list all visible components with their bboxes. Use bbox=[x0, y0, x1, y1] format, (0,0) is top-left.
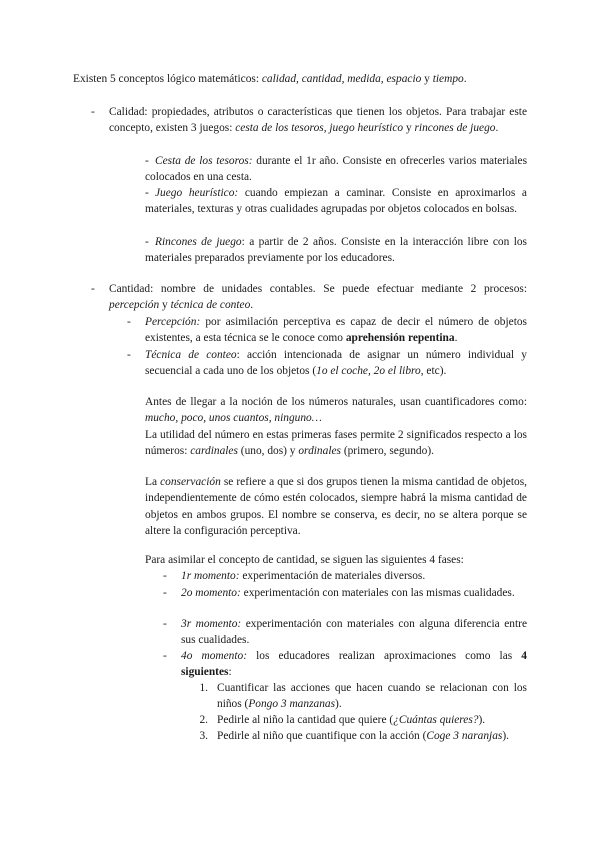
calidad-item-heuristico bbox=[145, 185, 527, 218]
conteo-bullet: - bbox=[127, 349, 131, 361]
antes-text: Antes de llegar a la noción de los números naturales, usan cuantificadores como: bbox=[145, 396, 527, 408]
cantidad-paragraph bbox=[109, 281, 527, 314]
rincones-text: : a partir de 2 años. Consiste en la interacción libre con los materiales preparados previamente por los educadores. bbox=[145, 236, 527, 265]
fase-4-end: : bbox=[228, 666, 232, 679]
cantidad-bullet: - bbox=[91, 283, 95, 295]
fase-1-term: 1r momento: bbox=[181, 570, 240, 582]
calidad-item-bullet: - bbox=[145, 236, 149, 248]
heuristico-term: Juego heurístico: bbox=[155, 187, 239, 199]
fase-4-text: los educadores realizan aproximaciones como las bbox=[247, 650, 522, 662]
conteo-example: 1o el coche, 2o el libro bbox=[316, 365, 421, 378]
fase-3-text: experimentación con materiales con alguna diferencia entre sus cualidades. bbox=[181, 618, 527, 647]
calidad-games: cesta de los tesoros, juego heurístico bbox=[235, 122, 404, 135]
sub-3-example: Coge 3 naranjas bbox=[426, 730, 503, 742]
fase-4 bbox=[181, 648, 527, 681]
fase-bullet: - bbox=[163, 570, 167, 582]
utilidad-ord-ex: (primero, segundo). bbox=[340, 445, 434, 458]
antes-paragraph bbox=[145, 394, 527, 427]
cantidad-proc2: técnica de conteo bbox=[170, 299, 251, 312]
cantidad-proc1: percepción bbox=[109, 299, 160, 312]
utilidad-card-ex: (uno, dos) y bbox=[237, 445, 299, 458]
sub-item-2 bbox=[217, 712, 527, 728]
calidad-and: y bbox=[403, 122, 415, 135]
calidad-bullet: - bbox=[91, 106, 95, 118]
fase-1 bbox=[181, 568, 527, 584]
intro-end: . bbox=[463, 73, 467, 85]
intro-paragraph bbox=[73, 71, 533, 87]
intro-concepts: calidad, cantidad, medida, espacio bbox=[261, 73, 422, 85]
percepcion-bullet: - bbox=[127, 316, 131, 328]
sub-number: 3. bbox=[199, 730, 208, 742]
fase-2-term: 2o momento: bbox=[181, 587, 241, 599]
utilidad-cardinales: cardinales bbox=[190, 445, 238, 458]
sub-2-example: ¿Cuántas quieres? bbox=[393, 714, 479, 726]
sub-2-text: Pedirle al niño la cantidad que quiere ( bbox=[217, 714, 394, 726]
percepcion-bold: aprehensión repentina bbox=[345, 332, 455, 345]
conteo-term: Técnica de conteo bbox=[145, 349, 237, 361]
fase-3-term: 3r momento: bbox=[181, 618, 242, 630]
conteo-item bbox=[145, 347, 527, 380]
utilidad-ordinales: ordinales bbox=[298, 445, 341, 458]
percepcion-end: . bbox=[454, 332, 458, 345]
heuristico-text: cuando empiezan a caminar. Consiste en aproximarlos a materiales, texturas y otras cualidades agrupadas por objetos colocados en bolsas. bbox=[145, 187, 527, 216]
sub-3-text: Pedirle al niño que cuantifique con la acción ( bbox=[217, 730, 427, 742]
sub-1-example: Pongo 3 manzanas bbox=[248, 698, 336, 711]
calidad-item-cesta bbox=[145, 153, 527, 186]
intro-and: y bbox=[421, 73, 433, 85]
sub-number: 1. bbox=[199, 682, 208, 694]
percepcion-term: Percepción: bbox=[145, 316, 201, 328]
conservacion-text: se refiere a que si dos grupos tienen la misma cantidad de objetos, independientemente de cómo estén colocados, siempre habrá la misma cantidad de objetos en ambos grupos. El nombre se conserva, es decir, no se altera porque se altere la configuración perceptiva. bbox=[145, 476, 527, 538]
antes-examples: mucho, poco, unos cuantos, ninguno… bbox=[145, 412, 322, 425]
fase-1-text: experimentación de materiales diversos. bbox=[239, 570, 426, 582]
calidad-item-bullet: - bbox=[145, 155, 149, 167]
fase-3 bbox=[181, 616, 527, 649]
cesta-text: durante el 1r año. Consiste en ofrecerles varios materiales colocados en una cesta. bbox=[145, 155, 527, 184]
fase-bullet: - bbox=[163, 618, 167, 630]
fase-4-term: 4o momento: bbox=[181, 650, 248, 662]
fase-2-text: experimentación con materiales con las mismas cualidades. bbox=[240, 587, 515, 599]
fase-bullet: - bbox=[163, 587, 167, 599]
cantidad-text: Cantidad: nombre de unidades contables. Se puede efectuar mediante 2 procesos: bbox=[109, 283, 527, 295]
utilidad-text: La utilidad del número en estas primeras fases permite 2 significados respecto a los números: bbox=[145, 429, 527, 458]
conservacion-pre: La bbox=[145, 476, 161, 488]
calidad-paragraph bbox=[109, 104, 527, 137]
utilidad-paragraph bbox=[145, 427, 527, 460]
percepcion-item bbox=[145, 314, 527, 347]
sub-item-3 bbox=[217, 728, 527, 744]
calidad-item-bullet: - bbox=[145, 187, 149, 199]
calidad-text: Calidad: propiedades, atributos o características que tienen los objetos. Para trabajar este concepto, existen 3 juegos: bbox=[109, 106, 527, 135]
fases-intro: Para asimilar el concepto de cantidad, se siguen las siguientes 4 fases: bbox=[145, 554, 464, 566]
calidad-item-rincones bbox=[145, 234, 527, 267]
sub-item-1 bbox=[217, 680, 527, 713]
intro-last-concept: tiempo bbox=[432, 73, 464, 85]
calidad-end: . bbox=[495, 122, 499, 135]
cantidad-end: . bbox=[250, 299, 254, 312]
sub-1-text: Cuantificar las acciones que hacen cuando se relacionan con los niños ( bbox=[217, 682, 527, 711]
conservacion-term: conservación bbox=[160, 476, 221, 488]
conteo-text: : acción intencionada de asignar un número individual y secuencial a cada uno de los objetos ( bbox=[145, 349, 527, 378]
fase-2 bbox=[181, 585, 527, 601]
percepcion-text: por asimilación perceptiva es capaz de decir el número de objetos existentes, a esta técnica se le conoce como bbox=[145, 316, 527, 345]
conteo-end: , etc). bbox=[420, 365, 447, 378]
calidad-games-last: rincones de juego bbox=[414, 122, 496, 135]
sub-2-end: ). bbox=[478, 714, 486, 726]
sub-3-end: ). bbox=[502, 730, 509, 742]
fase-bullet: - bbox=[163, 650, 167, 662]
cantidad-and: y bbox=[159, 299, 171, 312]
cesta-term: Cesta de los tesoros: bbox=[155, 155, 253, 167]
fase-4-bold: 4 siguientes bbox=[181, 650, 527, 679]
rincones-term: Rincones de juego bbox=[155, 236, 242, 248]
sub-number: 2. bbox=[199, 714, 208, 726]
sub-1-end: ). bbox=[335, 698, 342, 711]
intro-text: Existen 5 conceptos lógico matemáticos: bbox=[73, 73, 262, 85]
conservacion-paragraph bbox=[145, 474, 527, 540]
